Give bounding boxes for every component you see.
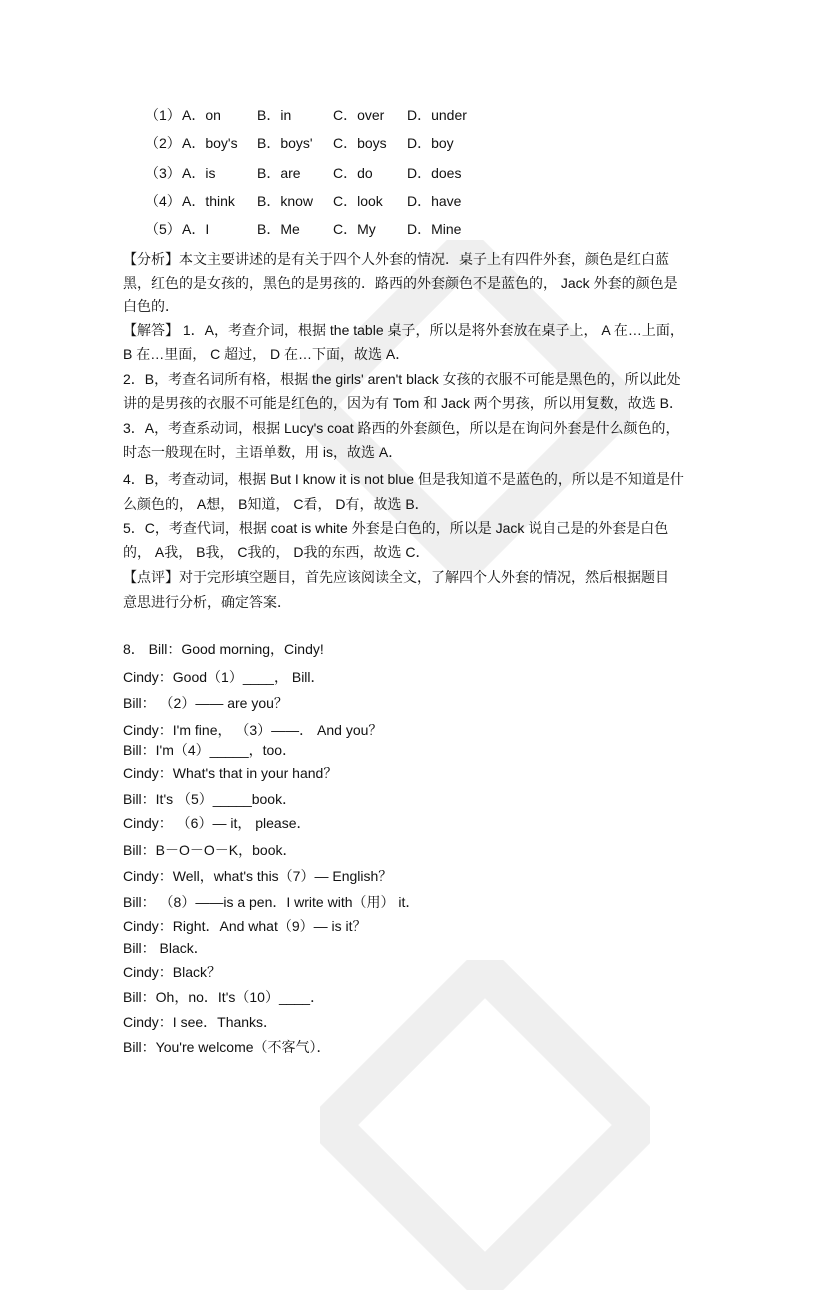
option-a: A．is <box>182 165 216 181</box>
option-number: （2） <box>145 135 181 151</box>
analysis-line: 4．B，考查动词，根据 But I know it is not blue 但是我知道不是蓝色的，所以是不知道是什 <box>123 471 684 487</box>
option-d: D．does <box>407 165 462 181</box>
analysis-line: 【分析】本文主要讲述的是有关于四个人外套的情况．桌子上有四件外套，颜色是红白蓝 <box>123 251 669 267</box>
watermark-logo <box>320 960 650 1290</box>
option-b: B．boys' <box>257 135 313 151</box>
dialogue-line: Cindy：Black？ <box>123 964 222 980</box>
dialogue-line: Cindy：What's that in your hand？ <box>123 765 338 781</box>
dialogue-line: Cindy：I'm fine， （3）——． And you？ <box>123 722 383 738</box>
option-a: A．on <box>182 107 221 123</box>
option-b: B．are <box>257 165 301 181</box>
analysis-line: 5．C，考查代词，根据 coat is white 外套是白色的，所以是 Jack 说自己是的外套是白色 <box>123 520 669 536</box>
analysis-line: 2．B，考查名词所有格，根据 the girls' aren't black 女孩的衣服不可能是黑色的，所以此处 <box>123 371 681 387</box>
option-b: B．Me <box>257 221 300 237</box>
option-a: A．I <box>182 221 210 237</box>
analysis-line: 么颜色的， A想， B知道， C看， D有，故选 B． <box>123 496 429 512</box>
dialogue-line: Bill： （2）—— are you？ <box>123 695 288 711</box>
dialogue-line: Bill：It's （5）_____book． <box>123 791 297 807</box>
option-d: D．boy <box>407 135 454 151</box>
analysis-line: 讲的是男孩的衣服不可能是红色的，因为有 Tom 和 Jack 两个男孩，所以用复数，故选 B． <box>123 395 684 411</box>
analysis-line: 3．A，考查系动词，根据 Lucy's coat 路西的外套颜色，所以是在询问外套是什么颜色的， <box>123 420 680 436</box>
option-d: D．Mine <box>407 221 462 237</box>
option-c: C．over <box>333 107 385 123</box>
analysis-line: 白色的． <box>123 298 179 314</box>
dialogue-line: Cindy：Right．And what（9）— is it？ <box>123 918 367 934</box>
analysis-line: 黑，红色的是女孩的，黑色的是男孩的．路西的外套颜色不是蓝色的， Jack 外套的颜色是 <box>123 275 678 291</box>
dialogue-line: Bill：I'm（4）_____，too． <box>123 742 297 758</box>
option-c: C．do <box>333 165 373 181</box>
option-c: C．look <box>333 193 383 209</box>
analysis-line: 意思进行分析，确定答案． <box>123 594 291 610</box>
dialogue-line: Bill：You're welcome（不客气）． <box>123 1039 331 1055</box>
option-b: B．in <box>257 107 292 123</box>
option-a: A．boy's <box>182 135 238 151</box>
dialogue-line: Bill：Oh，no．It's（10）____． <box>123 989 325 1005</box>
dialogue-line: Bill： （8）——is a pen．I write with（用） it． <box>123 894 420 910</box>
option-c: C．My <box>333 221 376 237</box>
analysis-line: B 在…里面， C 超过， D 在…下面，故选 A． <box>123 346 410 362</box>
option-number: （4） <box>145 193 181 209</box>
option-a: A．think <box>182 193 235 209</box>
option-b: B．know <box>257 193 314 209</box>
dialogue-line: Bill： Black． <box>123 940 208 956</box>
analysis-line: 【解答】 1．A，考查介词，根据 the table 桌子，所以是将外套放在桌子上， A 在…上面， <box>123 322 684 338</box>
dialogue-line: Cindy：Good（1）____， Bill． <box>123 669 325 685</box>
dialogue-line: Bill：B－O－O－K，book． <box>123 842 297 858</box>
option-number: （3） <box>145 165 181 181</box>
dialogue-line: Cindy：Well，what's this（7）— English？ <box>123 868 393 884</box>
analysis-line: 【点评】对于完形填空题目，首先应该阅读全文，了解四个人外套的情况，然后根据题目 <box>123 569 669 585</box>
option-number: （1） <box>145 107 181 123</box>
dialogue-line: Cindy： （6）— it， please． <box>123 815 311 831</box>
option-number: （5） <box>145 221 181 237</box>
option-d: D．under <box>407 107 467 123</box>
analysis-line: 的， A我， B我， C我的， D我的东西，故选 C． <box>123 544 430 560</box>
dialogue-line: 8． Bill：Good morning，Cindy! <box>123 641 324 657</box>
option-d: D．have <box>407 193 462 209</box>
analysis-line: 时态一般现在时，主语单数，用 is，故选 A． <box>123 444 403 460</box>
dialogue-line: Cindy：I see．Thanks． <box>123 1014 278 1030</box>
option-c: C．boys <box>333 135 387 151</box>
